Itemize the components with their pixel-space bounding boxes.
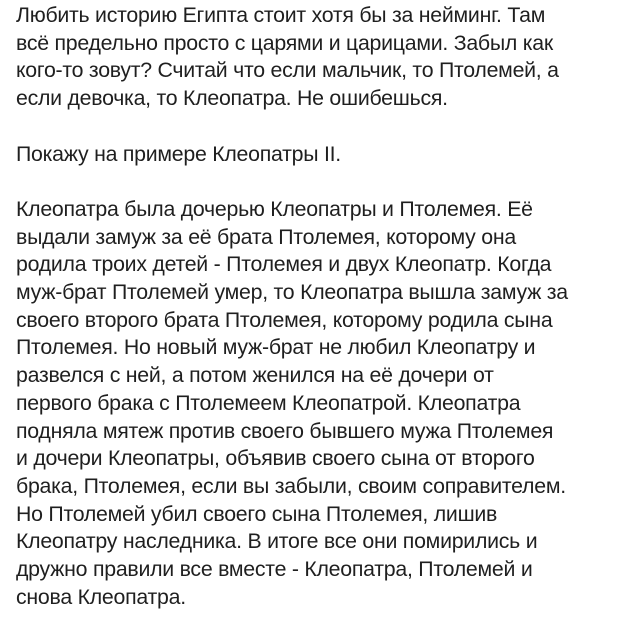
text-line: муж-брат Птолемей умер, то Клеопатра вышла замуж за (16, 280, 568, 304)
text-line: и дочери Клеопатры, объявив своего сына от второго (16, 446, 535, 471)
text-line: Покажу на примере Клеопатры II. (16, 141, 341, 166)
text-line: всё предельно просто с царями и царицами. Забыл как (16, 30, 553, 55)
text-line: брака, Птолемея, если вы забыли, своим соправителем. (16, 473, 566, 498)
paragraph-story (16, 196, 611, 612)
text-line: Клеопатра была дочерью Клеопатры и Птолемея. Её (16, 196, 533, 221)
text-line: Любить историю Египта стоит хотя бы за нейминг. Там (16, 3, 546, 27)
paragraph-example-intro (16, 141, 611, 169)
text-line: снова Клеопатра. (16, 584, 186, 609)
text-line: своего второго брата Птолемея, которому родила сына (16, 307, 553, 332)
text-line: дружно правили все вместе - Клеопатра, Птолемей и (16, 557, 533, 582)
text-line: если девочка, то Клеопатра. Не ошибешься. (16, 86, 448, 111)
post-text (16, 2, 611, 639)
text-line: первого брака с Птолемеем Клеопатрой. Клеопатра (16, 390, 521, 415)
text-line: Клеопатру наследника. В итоге все они помирились и (16, 529, 538, 554)
text-line: Птолемея. Но новый муж-брат не любил Клеопатру и (16, 335, 536, 360)
paragraph-intro (16, 2, 611, 113)
text-line: выдали замуж за её брата Птолемея, которому она (16, 224, 516, 249)
text-line: развелся с ней, а потом женился на её дочери от (16, 363, 494, 388)
text-line: кого-то зовут? Считай что если мальчик, то Птолемей, а (16, 58, 559, 83)
text-line: подняла мятеж против своего бывшего мужа Птолемея (16, 418, 554, 443)
text-line: родила троих детей - Птолемея и двух Клеопатр. Когда (16, 252, 552, 277)
text-line: Но Птолемей убил своего сына Птолемея, лишив (16, 501, 498, 526)
